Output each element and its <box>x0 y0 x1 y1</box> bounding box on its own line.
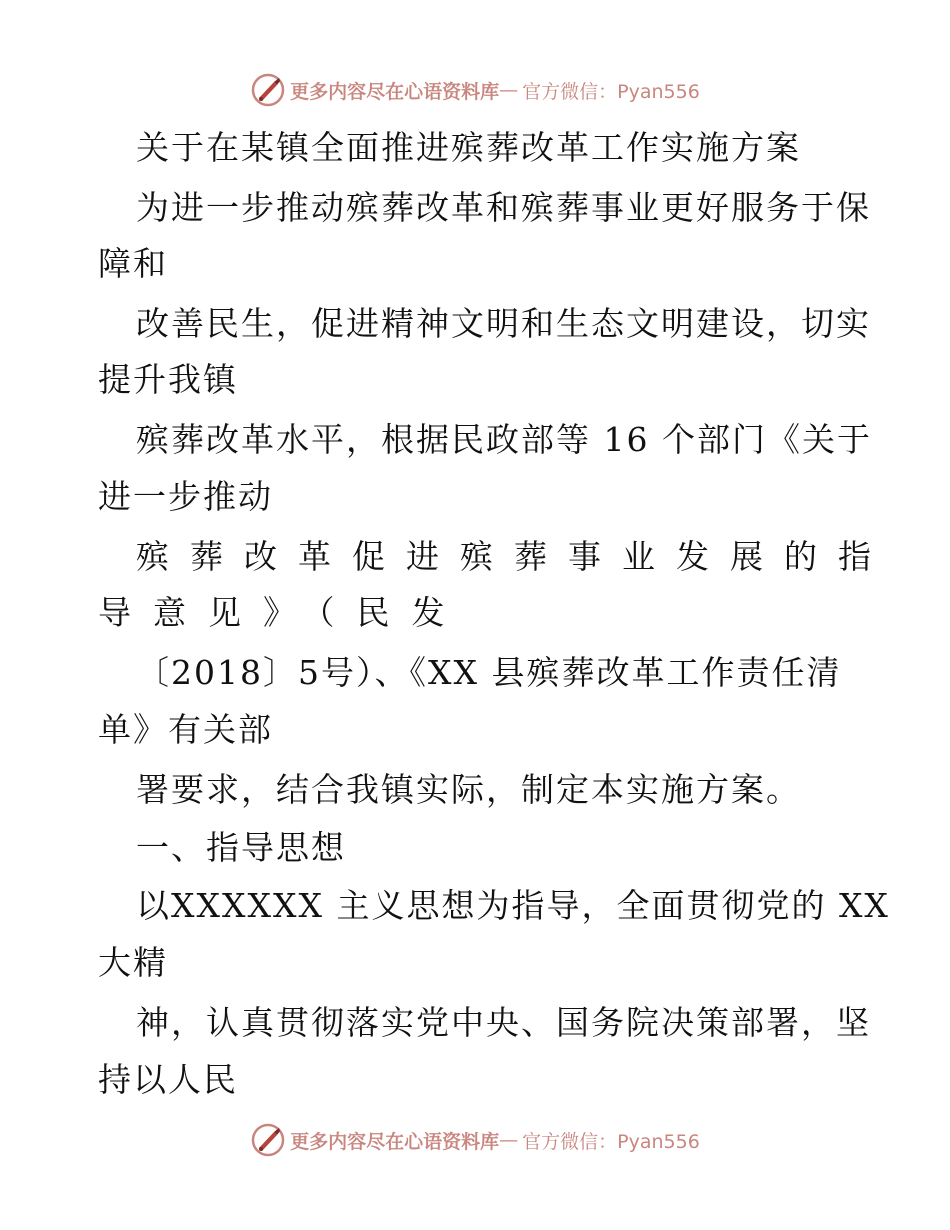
paragraph-line: 进一步推动 <box>98 477 273 516</box>
banner-wechat-id: 官方微信：Pyan556 <box>522 1130 700 1153</box>
paragraph-line: 殡葬改革促进殡葬事业发展的指 <box>136 537 892 576</box>
paragraph-line: 殡葬改革水平，根据民政部等 16 个部门《关于 <box>136 420 872 459</box>
paragraph-line: 改善民生，促进精神文明和生态文明建设，切实 <box>136 304 871 343</box>
paragraph-line: 署要求，结合我镇实际，制定本实施方案。 <box>136 770 801 809</box>
section-heading: 一、指导思想 <box>136 828 346 867</box>
paragraph-line: 单》有关部 <box>98 710 273 749</box>
paragraph-line: 障和 <box>98 244 168 283</box>
paragraph-line: 以XXXXXX 主义思想为指导，全面贯彻党的 XX <box>136 886 890 925</box>
document-title: 关于在某镇全面推进殡葬改革工作实施方案 <box>136 128 801 167</box>
banner-separator: — <box>499 79 519 101</box>
paragraph-line: 持以人民 <box>98 1060 238 1099</box>
paragraph-line: 导意见》（民发 <box>98 593 467 632</box>
banner-separator: — <box>499 1129 519 1151</box>
paragraph-line: 大精 <box>98 943 168 982</box>
paragraph-line: 神，认真贯彻落实党中央、国务院决策部署，坚 <box>136 1003 871 1042</box>
footer-watermark-banner <box>0 1120 950 1160</box>
paragraph-line: 〔2018〕5号）、《XX 县殡葬改革工作责任清 <box>136 653 842 692</box>
banner-wechat-id: 官方微信：Pyan556 <box>522 80 700 103</box>
quill-pen-logo-icon <box>250 1122 286 1158</box>
paragraph-line: 为进一步推动殡葬改革和殡葬事业更好服务于保 <box>136 188 871 227</box>
banner-site-name: 更多内容尽在心语资料库 <box>290 1130 500 1153</box>
banner-site-name: 更多内容尽在心语资料库 <box>290 80 500 103</box>
paragraph-line: 提升我镇 <box>98 360 238 399</box>
